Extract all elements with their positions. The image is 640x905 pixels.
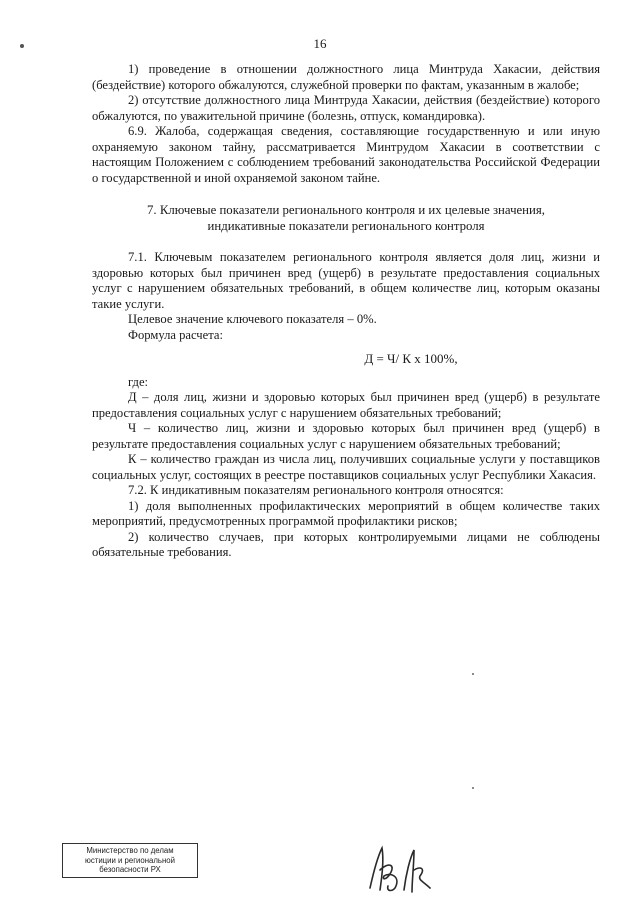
target-value: Целевое значение ключевого показателя – 0%. [128,312,377,326]
section-heading-line1: 7. Ключевые показатели регионального контроля и их целевые значения, [147,203,545,217]
paragraph-6-9: 6.9. Жалоба, содержащая сведения, составляющие государственную и или иную охраняемую законом тайну, рассматривается Минтрудом Хакасии в соответствии с настоящим Положением с соблюдением требований законодательства Российской Федерации о государственной и иной охраняемой законом тайне. [92,124,600,185]
stamp-line3: безопасности РХ [99,865,161,875]
handwritten-signature [360,840,450,900]
stamp-line2: юстиции и региональной [85,855,175,865]
ministry-stamp [62,843,198,878]
stamp-line1: Министерство по делам [86,846,174,855]
section-heading-line2: индикативные показатели регионального контроля [207,219,485,233]
document-body [92,62,600,561]
paragraph-7-1: 7.1. Ключевым показателем регионального контроля является доля лиц, жизни и здоровью которых был причинен вред (ущерб) в результате предоставления социальных услуг с нарушением обязательных требований, в общем количестве лиц, которым оказаны такие услуги. [92,250,600,311]
formula-label: Формула расчета: [128,327,223,342]
section-heading [92,202,600,234]
page-number: 16 [313,36,327,51]
paragraph-item-2: 2) отсутствие должностного лица Минтруда Хакасии, действия (бездействие) которого обжалуются, по уважительной причине (болезнь, отпуск, командировка). [92,93,600,123]
scan-speck [472,673,474,675]
scan-speck [472,787,474,789]
definition-d: Д – доля лиц, жизни и здоровью которых был причинен вред (ущерб) в результате предоставления социальных услуг с нарушением обязательных требований; [92,390,600,420]
paragraph-item-1: 1) проведение в отношении должностного лица Минтруда Хакасии, действия (бездействие) которого обжалуются, служебной проверки по фактам, указанным в жалобе; [92,62,600,92]
formula: Д = Ч/ К х 100%, [364,351,458,366]
definition-k: К – количество граждан из числа лиц, получивших социальные услуги у поставщиков социальных услуг, состоящих в реестре поставщиков социальных услуг Республики Хакасия. [92,452,600,482]
definition-ch: Ч – количество лиц, жизни и здоровью которых был причинен вред (ущерб) в результате предоставления социальных услуг с нарушением обязательных требований; [92,421,600,451]
where-label: где: [128,374,149,389]
indicator-item-1: 1) доля выполненных профилактических мероприятий в общем количестве таких мероприятий, предусмотренных программой профилактики рисков; [92,498,600,528]
indicator-item-2: 2) количество случаев, при которых контролируемыми лицами не соблюдены обязательные требования. [92,529,600,559]
paragraph-7-2: 7.2. К индикативным показателям регионального контроля относятся: [128,483,504,497]
